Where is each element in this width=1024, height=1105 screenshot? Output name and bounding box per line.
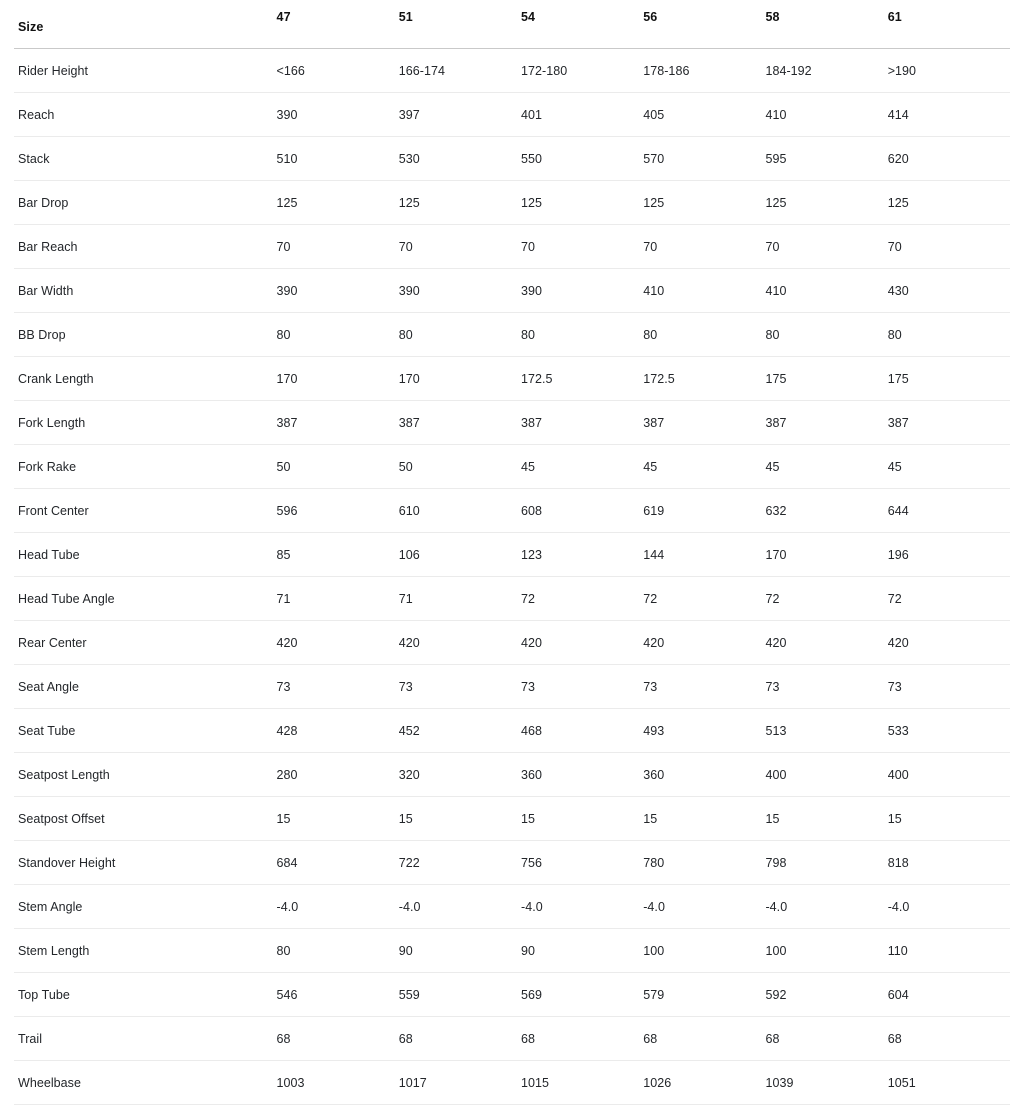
column-header-61: 61 — [888, 0, 1010, 49]
row-value: 172.5 — [521, 357, 643, 401]
row-value: 70 — [521, 225, 643, 269]
row-label: Head Tube — [14, 533, 277, 577]
row-value: 125 — [765, 181, 887, 225]
row-label: Stack — [14, 137, 277, 181]
table-row — [14, 1061, 1010, 1105]
row-value: 15 — [521, 797, 643, 841]
column-header-size: Size — [14, 0, 277, 49]
table-row — [14, 401, 1010, 445]
row-value: 513 — [765, 709, 887, 753]
row-value: 1017 — [399, 1061, 521, 1105]
row-value: 410 — [765, 269, 887, 313]
row-label: Fork Rake — [14, 445, 277, 489]
table-row — [14, 181, 1010, 225]
row-value: 397 — [399, 93, 521, 137]
row-label: Top Tube — [14, 973, 277, 1017]
row-value: 73 — [521, 665, 643, 709]
row-value: 73 — [399, 665, 521, 709]
row-value: 533 — [888, 709, 1010, 753]
row-value: 45 — [643, 445, 765, 489]
row-value: 175 — [888, 357, 1010, 401]
row-value: 420 — [765, 621, 887, 665]
row-value: 420 — [888, 621, 1010, 665]
row-value: 780 — [643, 841, 765, 885]
row-value: 1039 — [765, 1061, 887, 1105]
row-value: 550 — [521, 137, 643, 181]
row-value: 73 — [643, 665, 765, 709]
row-label: Front Center — [14, 489, 277, 533]
row-value: 85 — [277, 533, 399, 577]
row-value: 172-180 — [521, 49, 643, 93]
row-value: -4.0 — [399, 885, 521, 929]
row-value: 45 — [521, 445, 643, 489]
table-row — [14, 137, 1010, 181]
row-value: 610 — [399, 489, 521, 533]
row-value: 50 — [277, 445, 399, 489]
row-value: 401 — [521, 93, 643, 137]
row-value: 360 — [643, 753, 765, 797]
row-label: Bar Drop — [14, 181, 277, 225]
row-label: Bar Width — [14, 269, 277, 313]
row-value: 170 — [399, 357, 521, 401]
column-header-56: 56 — [643, 0, 765, 49]
row-label: Seat Tube — [14, 709, 277, 753]
row-value: 493 — [643, 709, 765, 753]
row-value: 414 — [888, 93, 1010, 137]
row-value: 608 — [521, 489, 643, 533]
row-value: 15 — [399, 797, 521, 841]
row-value: 546 — [277, 973, 399, 1017]
row-value: 72 — [521, 577, 643, 621]
row-value: 80 — [888, 313, 1010, 357]
row-value: 175 — [765, 357, 887, 401]
row-value: 420 — [643, 621, 765, 665]
row-value: 73 — [277, 665, 399, 709]
row-value: 172.5 — [643, 357, 765, 401]
table-row — [14, 885, 1010, 929]
row-value: 196 — [888, 533, 1010, 577]
row-value: 184-192 — [765, 49, 887, 93]
row-value: 595 — [765, 137, 887, 181]
table-row — [14, 93, 1010, 137]
row-value: 596 — [277, 489, 399, 533]
row-label: Standover Height — [14, 841, 277, 885]
row-value: 123 — [521, 533, 643, 577]
row-value: 70 — [643, 225, 765, 269]
table-header-row — [14, 0, 1010, 49]
row-value: 818 — [888, 841, 1010, 885]
row-label: Stem Length — [14, 929, 277, 973]
row-value: 125 — [521, 181, 643, 225]
column-header-47: 47 — [277, 0, 399, 49]
row-value: 73 — [765, 665, 887, 709]
row-label: Seatpost Offset — [14, 797, 277, 841]
row-value: 387 — [399, 401, 521, 445]
row-value: 632 — [765, 489, 887, 533]
row-value: 15 — [765, 797, 887, 841]
table-row — [14, 577, 1010, 621]
row-value: 170 — [765, 533, 887, 577]
row-value: 400 — [888, 753, 1010, 797]
table-row — [14, 533, 1010, 577]
row-value: 90 — [521, 929, 643, 973]
row-value: 722 — [399, 841, 521, 885]
row-value: 320 — [399, 753, 521, 797]
row-label: Head Tube Angle — [14, 577, 277, 621]
row-value: 80 — [399, 313, 521, 357]
row-value: 90 — [399, 929, 521, 973]
row-label: Crank Length — [14, 357, 277, 401]
row-value: 420 — [521, 621, 643, 665]
row-value: 68 — [643, 1017, 765, 1061]
row-label: Rear Center — [14, 621, 277, 665]
row-label: BB Drop — [14, 313, 277, 357]
row-value: 604 — [888, 973, 1010, 1017]
table-row — [14, 973, 1010, 1017]
row-label: Fork Length — [14, 401, 277, 445]
row-label: Stem Angle — [14, 885, 277, 929]
geometry-table — [14, 0, 1010, 1105]
row-value: -4.0 — [643, 885, 765, 929]
row-value: 80 — [643, 313, 765, 357]
row-value: 15 — [277, 797, 399, 841]
row-value: 68 — [277, 1017, 399, 1061]
row-value: 387 — [888, 401, 1010, 445]
row-value: 387 — [765, 401, 887, 445]
row-value: 468 — [521, 709, 643, 753]
row-value: 510 — [277, 137, 399, 181]
row-value: 405 — [643, 93, 765, 137]
column-header-51: 51 — [399, 0, 521, 49]
row-value: 50 — [399, 445, 521, 489]
row-value: 73 — [888, 665, 1010, 709]
row-value: 125 — [643, 181, 765, 225]
row-value: 70 — [277, 225, 399, 269]
row-value: 80 — [277, 313, 399, 357]
row-value: 72 — [643, 577, 765, 621]
row-label: Reach — [14, 93, 277, 137]
row-value: 178-186 — [643, 49, 765, 93]
row-value: 644 — [888, 489, 1010, 533]
table-row — [14, 797, 1010, 841]
row-label: Seat Angle — [14, 665, 277, 709]
row-value: 390 — [277, 93, 399, 137]
row-value: 144 — [643, 533, 765, 577]
table-row — [14, 269, 1010, 313]
row-value: 170 — [277, 357, 399, 401]
table-body — [14, 49, 1010, 1105]
row-value: 68 — [521, 1017, 643, 1061]
row-value: 70 — [888, 225, 1010, 269]
row-value: 390 — [521, 269, 643, 313]
row-value: 1026 — [643, 1061, 765, 1105]
row-value: 72 — [888, 577, 1010, 621]
row-value: 45 — [888, 445, 1010, 489]
row-value: 400 — [765, 753, 887, 797]
column-header-58: 58 — [765, 0, 887, 49]
row-value: -4.0 — [765, 885, 887, 929]
row-value: 125 — [399, 181, 521, 225]
column-header-54: 54 — [521, 0, 643, 49]
row-value: 80 — [277, 929, 399, 973]
row-label: Wheelbase — [14, 1061, 277, 1105]
table-row — [14, 313, 1010, 357]
table-row — [14, 621, 1010, 665]
row-value: 15 — [888, 797, 1010, 841]
row-value: 70 — [399, 225, 521, 269]
row-value: 530 — [399, 137, 521, 181]
row-value: 569 — [521, 973, 643, 1017]
row-label: Rider Height — [14, 49, 277, 93]
row-value: 100 — [765, 929, 887, 973]
row-label: Seatpost Length — [14, 753, 277, 797]
table-row — [14, 929, 1010, 973]
row-value: 71 — [277, 577, 399, 621]
row-value: 45 — [765, 445, 887, 489]
row-value: 592 — [765, 973, 887, 1017]
row-value: 387 — [643, 401, 765, 445]
table-row — [14, 445, 1010, 489]
row-value: 428 — [277, 709, 399, 753]
row-label: Bar Reach — [14, 225, 277, 269]
row-value: 15 — [643, 797, 765, 841]
table-row — [14, 841, 1010, 885]
row-value: 420 — [277, 621, 399, 665]
table-row — [14, 357, 1010, 401]
row-value: 72 — [765, 577, 887, 621]
row-value: 570 — [643, 137, 765, 181]
row-value: 756 — [521, 841, 643, 885]
table-row — [14, 665, 1010, 709]
row-value: 620 — [888, 137, 1010, 181]
row-value: 410 — [643, 269, 765, 313]
row-value: >190 — [888, 49, 1010, 93]
table-row — [14, 49, 1010, 93]
row-value: 798 — [765, 841, 887, 885]
row-value: <166 — [277, 49, 399, 93]
row-value: 452 — [399, 709, 521, 753]
row-value: 125 — [888, 181, 1010, 225]
row-value: 619 — [643, 489, 765, 533]
row-value: 684 — [277, 841, 399, 885]
row-value: 579 — [643, 973, 765, 1017]
row-value: -4.0 — [521, 885, 643, 929]
row-value: 1003 — [277, 1061, 399, 1105]
row-value: 110 — [888, 929, 1010, 973]
table-header — [14, 0, 1010, 49]
row-value: 106 — [399, 533, 521, 577]
row-value: 430 — [888, 269, 1010, 313]
row-value: 80 — [521, 313, 643, 357]
row-value: 390 — [399, 269, 521, 313]
row-value: 390 — [277, 269, 399, 313]
row-value: 100 — [643, 929, 765, 973]
row-value: 70 — [765, 225, 887, 269]
table-row — [14, 709, 1010, 753]
row-value: 360 — [521, 753, 643, 797]
table-row — [14, 489, 1010, 533]
row-value: 1015 — [521, 1061, 643, 1105]
row-label: Trail — [14, 1017, 277, 1061]
table-row — [14, 1017, 1010, 1061]
row-value: 410 — [765, 93, 887, 137]
row-value: 68 — [765, 1017, 887, 1061]
row-value: 420 — [399, 621, 521, 665]
row-value: -4.0 — [277, 885, 399, 929]
row-value: 1051 — [888, 1061, 1010, 1105]
row-value: 68 — [399, 1017, 521, 1061]
row-value: -4.0 — [888, 885, 1010, 929]
row-value: 387 — [277, 401, 399, 445]
row-value: 125 — [277, 181, 399, 225]
table-row — [14, 225, 1010, 269]
row-value: 280 — [277, 753, 399, 797]
row-value: 559 — [399, 973, 521, 1017]
row-value: 387 — [521, 401, 643, 445]
row-value: 80 — [765, 313, 887, 357]
row-value: 68 — [888, 1017, 1010, 1061]
row-value: 166-174 — [399, 49, 521, 93]
table-row — [14, 753, 1010, 797]
row-value: 71 — [399, 577, 521, 621]
